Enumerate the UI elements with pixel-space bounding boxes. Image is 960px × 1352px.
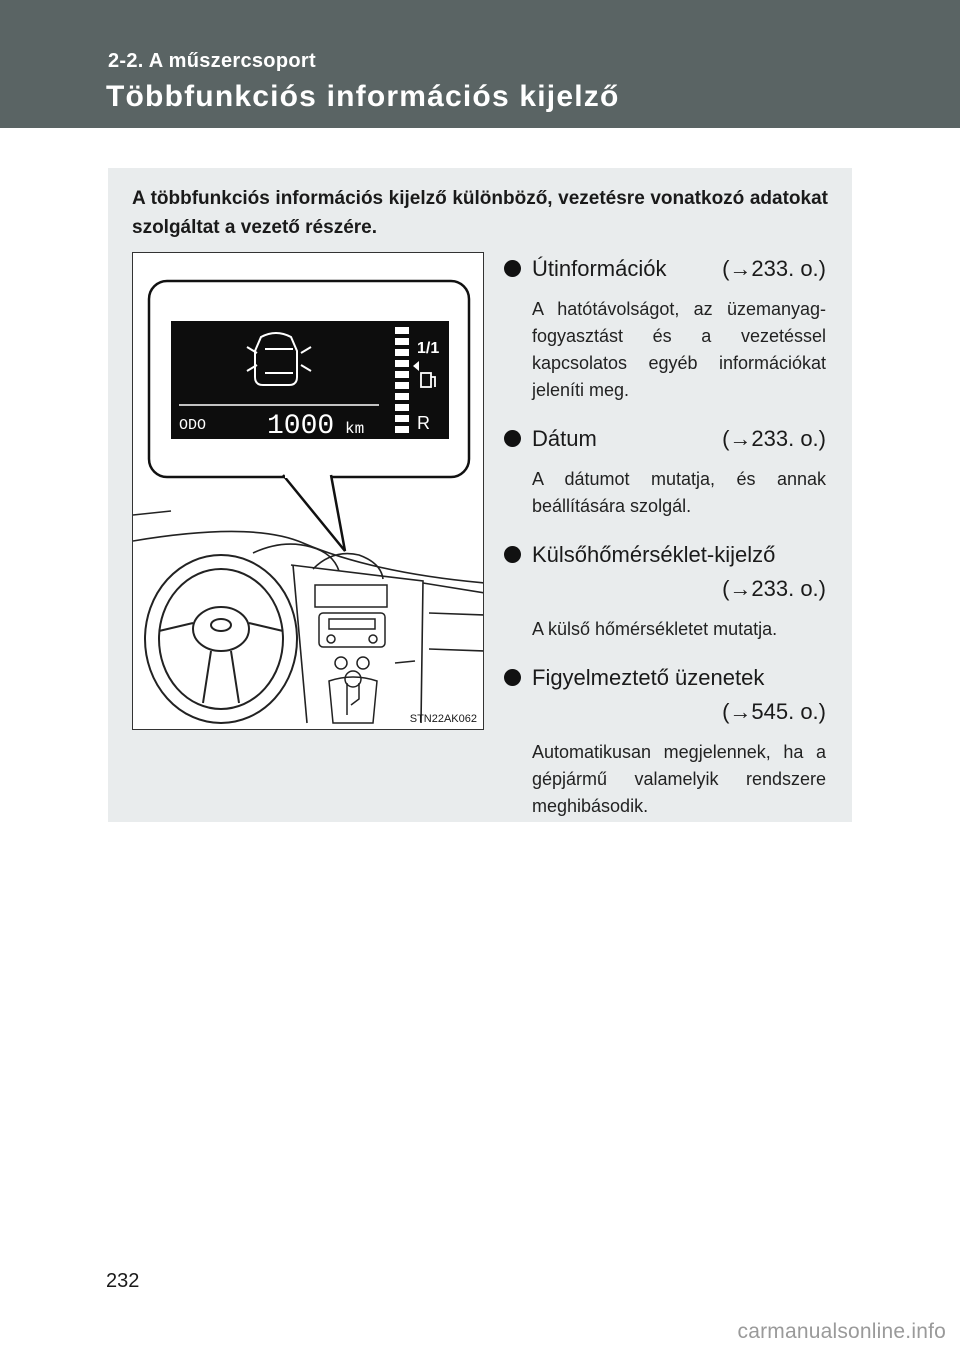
item-title: [532, 422, 826, 456]
dashboard-illustration: [132, 252, 484, 730]
dashboard-drawing: [133, 253, 484, 730]
figure-code: STN22AK062: [409, 713, 477, 725]
info-panel: [108, 168, 852, 822]
dashboard-lines: [133, 511, 484, 723]
item-label: Útinformációk: [532, 256, 667, 281]
page-header: [0, 0, 960, 128]
feature-list: [504, 252, 826, 838]
item-description: A külső hőmérsékletet mutatja.: [532, 619, 778, 639]
list-item: [504, 252, 826, 404]
watermark: carmanualsonline.info: [737, 1320, 946, 1343]
list-item: [504, 538, 826, 643]
gear-indicator: R: [417, 413, 430, 433]
odo-label: ODO: [179, 417, 207, 434]
bullet-icon: [504, 430, 521, 447]
odo-value: 1000: [267, 411, 335, 442]
item-description: A hatótávolságot, az üzemanyag-fogyasztást és a vezetéssel kapcsolatos egyéb információkat jeleníti meg.: [532, 299, 826, 400]
page-reference: (→233. o.): [722, 576, 826, 601]
steering-wheel: [145, 555, 297, 723]
page-reference: (→545. o.): [722, 699, 826, 724]
page-title: Többfunkciós információs kijelző: [106, 80, 620, 113]
list-item: [504, 661, 826, 820]
item-description: A dátumot mutatja, és annak beállítására szolgál.: [532, 469, 826, 516]
list-item: [504, 422, 826, 520]
item-title: [532, 252, 826, 286]
item-label: Figyelmeztető üzenetek: [532, 665, 765, 690]
section-label: 2-2. A műszercsoport: [108, 50, 316, 72]
item-description: Automatikusan megjelennek, ha a gépjármű valamelyik rendszere meghibásodik.: [532, 742, 826, 816]
page-reference: (→233. o.): [722, 426, 826, 451]
intro-text: A többfunkciós információs kijelző különböző, vezetésre vonatkozó adatokat szolgáltat a vezető részére.: [132, 188, 828, 238]
item-title: [532, 661, 826, 729]
item-label: Dátum: [532, 426, 597, 451]
item-label: Külsőhőmérséklet-kijelző: [532, 542, 776, 567]
bullet-icon: [504, 546, 521, 563]
page-reference: (→233. o.): [722, 256, 826, 281]
page-number: 232: [106, 1270, 140, 1292]
fuel-fraction: 1/1: [417, 340, 440, 357]
item-title: [532, 538, 826, 606]
center-console: [315, 585, 387, 723]
odo-unit: km: [345, 420, 365, 438]
bullet-icon: [504, 669, 521, 686]
bullet-icon: [504, 260, 521, 277]
